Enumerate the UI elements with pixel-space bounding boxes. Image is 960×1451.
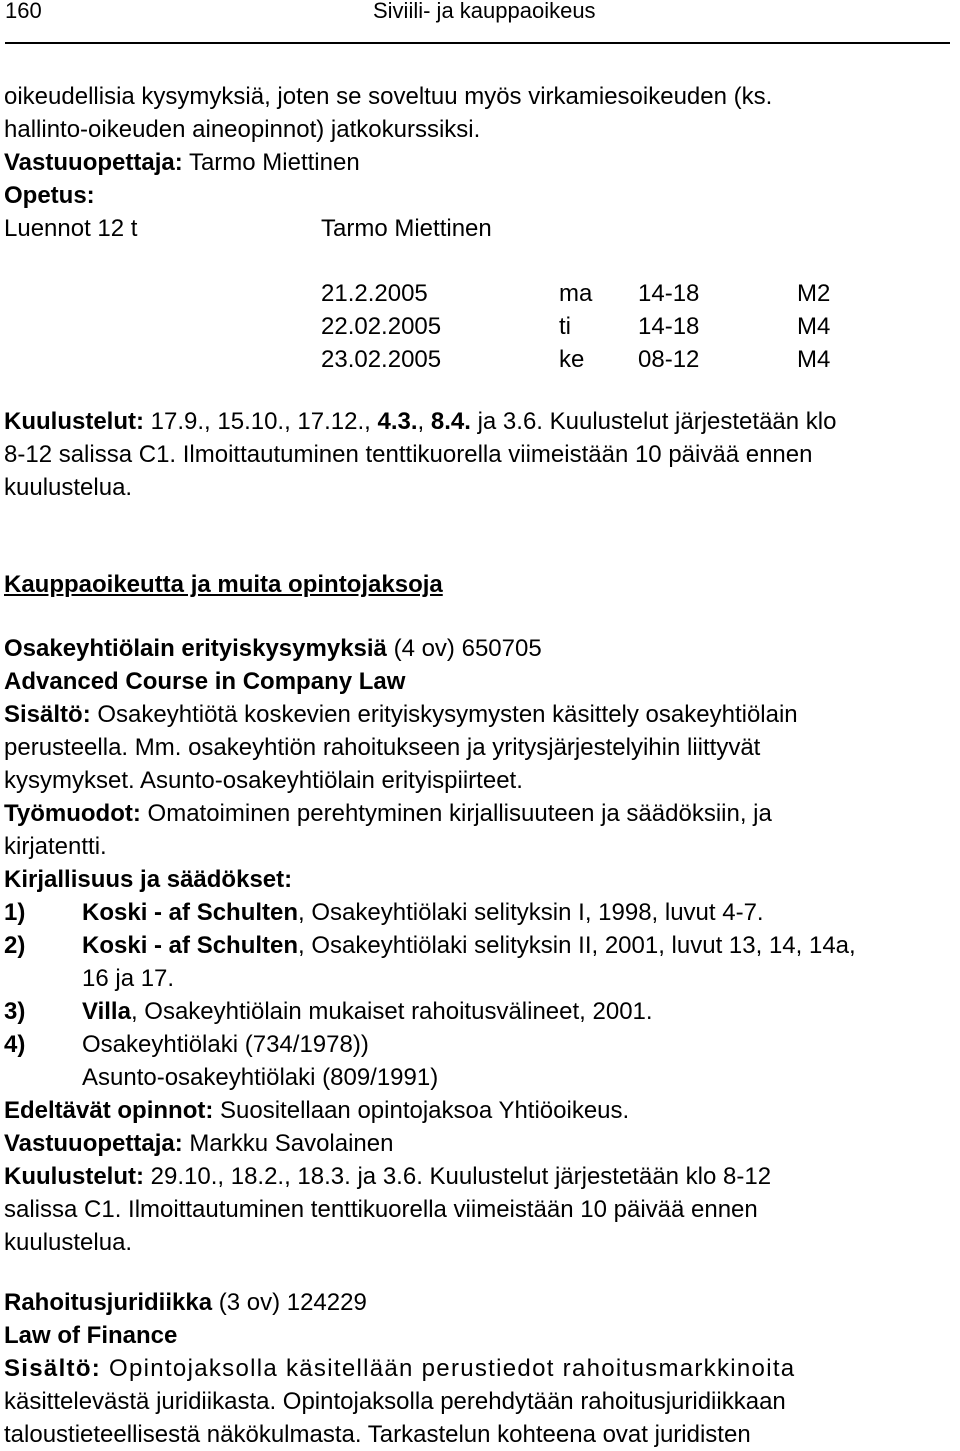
intro-line: hallinto-oikeuden aineopinnot) jatkokurssiksi.: [4, 116, 481, 143]
literature-continuation: Asunto-osakeyhtiölaki (809/1991): [82, 1064, 439, 1091]
exam-label: Kuulustelut:: [4, 1163, 144, 1190]
literature-text: [82, 929, 856, 962]
content-line: käsittelevästä juridiikasta. Opintojaksolla perehdytään rahoitusjuridiikkaan: [4, 1388, 786, 1415]
prereq-line: [4, 1094, 956, 1127]
literature-author: Koski - af Schulten: [82, 932, 299, 959]
content-text: Osakeyhtiötä koskevien erityiskysymysten käsittely osakeyhtiölain: [90, 701, 798, 728]
schedule-date: 21.2.2005: [321, 280, 428, 307]
lectures: Luennot 12 t: [4, 215, 138, 242]
lecturer: Tarmo Miettinen: [321, 215, 492, 242]
exam-label: Kuulustelut:: [4, 408, 144, 435]
schedule-day: ma: [559, 280, 593, 307]
teacher-label: Vastuuopettaja:: [4, 1130, 183, 1157]
course-title: Osakeyhtiölain erityiskysymyksiä: [4, 635, 387, 662]
literature-item: [4, 1028, 956, 1061]
literature-text: [82, 995, 653, 1028]
page-number: 160: [5, 0, 42, 23]
course-english-title: Law of Finance: [4, 1322, 178, 1349]
teacher-name: Markku Savolainen: [182, 1130, 394, 1157]
section-heading-text: Kauppaoikeutta ja muita opintojaksoja: [4, 571, 443, 598]
schedule-date: 22.02.2005: [321, 313, 442, 340]
schedule-day: ke: [559, 346, 585, 373]
literature-text: [82, 896, 764, 929]
course-finance-law: [4, 1286, 956, 1451]
exams-block: [4, 405, 956, 504]
course-credits: (3 ov) 124229: [212, 1289, 367, 1316]
exam-date-bold: 4.3.: [377, 408, 418, 435]
literature-title: , Osakeyhtiölaki selityksin II, 2001, luvut 13, 14, 14a,: [298, 932, 856, 959]
schedule-room: M4: [797, 346, 831, 373]
literature-item: [4, 1061, 956, 1094]
course-credits: (4 ov) 650705: [386, 635, 542, 662]
literature-item: [4, 995, 956, 1028]
schedule-time: 14-18: [638, 313, 700, 340]
literature-author: Villa: [82, 998, 131, 1025]
methods-line: [4, 797, 956, 830]
schedule-date: 23.02.2005: [321, 346, 442, 373]
teacher-line: [4, 146, 956, 179]
course-title-line: [4, 1286, 956, 1319]
content-line: perusteella. Mm. osakeyhtiön rahoitukseen ja yritysjärjestelyihin liittyvät: [4, 734, 761, 761]
schedule-row: [4, 277, 956, 310]
literature-item: [4, 929, 956, 962]
methods-label: Työmuodot:: [4, 800, 141, 827]
content-text: Opintojaksolla käsitellään perustiedot rahoitusmarkkinoita: [101, 1355, 796, 1382]
literature-number: 3): [4, 998, 26, 1025]
literature-author: Koski - af Schulten: [82, 899, 299, 926]
schedule-room: M4: [797, 313, 831, 340]
exam-line: 8-12 salissa C1. Ilmoittautuminen tenttikuorella viimeistään 10 päivää ennen: [4, 441, 813, 468]
literature-continuation: 16 ja 17.: [82, 965, 175, 992]
header-rule: [5, 42, 950, 44]
exam-line: [4, 405, 956, 438]
teacher-line: [4, 1127, 956, 1160]
content-label: Sisältö:: [4, 701, 91, 728]
content-line: [4, 698, 956, 731]
exam-date-bold: 8.4.: [430, 408, 471, 435]
content-line: taloustieteellisestä näkökulmasta. Tarkastelun kohteena ovat juridisten: [4, 1421, 751, 1448]
running-title: Siviili- ja kauppaoikeus: [373, 0, 596, 23]
exam-line: kuulustelua.: [4, 1229, 133, 1256]
schedule-time: 14-18: [638, 280, 700, 307]
course-english-title: Advanced Course in Company Law: [4, 668, 406, 695]
literature-number: 4): [4, 1031, 26, 1058]
schedule-row: [4, 343, 956, 376]
schedule-time: 08-12: [638, 346, 700, 373]
literature-title: , Osakeyhtiölaki selityksin I, 1998, luvut 4-7.: [298, 899, 764, 926]
schedule-day: ti: [559, 313, 571, 340]
course-company-law: [4, 632, 956, 1259]
literature-item: [4, 896, 956, 929]
literature-title: , Osakeyhtiölain mukaiset rahoitusvälineet, 2001.: [130, 998, 653, 1025]
schedule-room: M2: [797, 280, 831, 307]
exam-line: [4, 1160, 956, 1193]
literature-title: Osakeyhtiölaki (734/1978)): [82, 1031, 369, 1058]
literature-number: 1): [4, 899, 26, 926]
literature-number: 2): [4, 932, 26, 959]
teaching-label: Opetus:: [4, 182, 95, 209]
exam-line: kuulustelua.: [4, 474, 133, 501]
content-label: Sisältö:: [4, 1355, 102, 1382]
page-header: [5, 0, 950, 44]
methods-text: Omatoiminen perehtyminen kirjallisuuteen ja säädöksiin, ja: [140, 800, 772, 827]
course-title-line: [4, 632, 956, 665]
section-heading: [4, 568, 956, 601]
course-title: Rahoitusjuridiikka: [4, 1289, 213, 1316]
methods-line: kirjatentti.: [4, 833, 107, 860]
intro-block: [4, 80, 956, 245]
prereq-text: Suositellaan opintojaksoa Yhtiöoikeus.: [213, 1097, 630, 1124]
content-line: [4, 1352, 956, 1385]
literature-label: Kirjallisuus ja säädökset:: [4, 866, 293, 893]
exam-line: salissa C1. Ilmoittautuminen tenttikuorella viimeistään 10 päivää ennen: [4, 1196, 758, 1223]
teacher-label: Vastuuopettaja:: [4, 149, 183, 176]
content-line: kysymykset. Asunto-osakeyhtiölain erityispiirteet.: [4, 767, 523, 794]
exam-sep: ,: [417, 408, 431, 435]
prereq-label: Edeltävät opinnot:: [4, 1097, 214, 1124]
teacher-name: Tarmo Miettinen: [182, 149, 360, 176]
exam-text: 29.10., 18.2., 18.3. ja 3.6. Kuulustelut järjestetään klo 8-12: [143, 1163, 772, 1190]
exam-dates: 17.9., 15.10., 17.12.,: [143, 408, 378, 435]
exam-text: ja 3.6. Kuulustelut järjestetään klo: [470, 408, 837, 435]
intro-line: oikeudellisia kysymyksiä, joten se soveltuu myös virkamiesoikeuden (ks.: [4, 83, 773, 110]
schedule-row: [4, 310, 956, 343]
literature-item: [4, 962, 956, 995]
schedule-table: [4, 277, 956, 376]
lectures-line: [4, 212, 956, 245]
